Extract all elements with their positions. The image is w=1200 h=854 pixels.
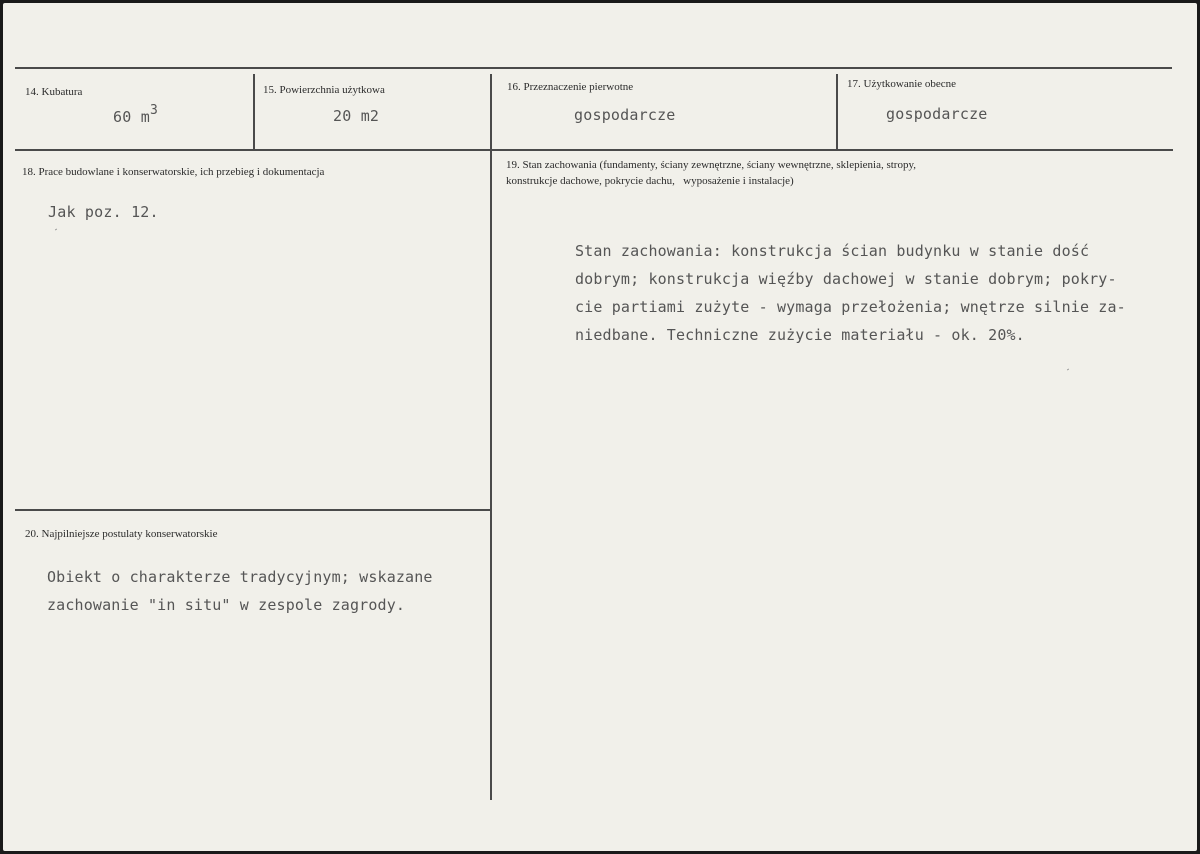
field-14-label: 14. Kubatura bbox=[25, 86, 83, 98]
field-19-value bbox=[575, 237, 1126, 349]
field-20-label: 20. Najpilniejsze postulaty konserwatorskie bbox=[25, 528, 218, 540]
left-column-divider-rule bbox=[15, 509, 490, 511]
field-18-value: Jak poz. 12. bbox=[48, 203, 159, 221]
col-divider-2 bbox=[490, 74, 492, 800]
field-14-exponent: 3 bbox=[149, 103, 158, 118]
field-16-label: 16. Przeznaczenie pierwotne bbox=[507, 81, 634, 93]
field-20-line-1: Obiekt o charakterze tradycyjnym; wskazane bbox=[47, 568, 433, 586]
field-15-label: 15. Powierzchnia użytkowa bbox=[263, 84, 385, 96]
top-rule bbox=[15, 67, 1172, 69]
field-15-value: 20 m2 bbox=[333, 107, 380, 125]
col-divider-3 bbox=[836, 74, 838, 149]
field-20-value bbox=[47, 563, 433, 619]
paper-speck bbox=[55, 229, 57, 231]
field-19-line-3: cie partiami zużyte - wymaga przełożenia; wnętrze silnie za- bbox=[575, 298, 1126, 316]
col-divider-1 bbox=[253, 74, 255, 149]
record-card bbox=[3, 3, 1197, 851]
field-19-label-line-1: 19. Stan zachowania (fundamenty, ściany zewnętrzne, ściany wewnętrzne, sklepienia, stropy, bbox=[506, 159, 917, 171]
field-19-label-line-2: konstrukcje dachowe, pokrycie dachu, wyposażenie i instalacje) bbox=[506, 175, 794, 187]
field-17-label: 17. Użytkowanie obecne bbox=[847, 78, 957, 90]
field-18-label: 18. Prace budowlane i konserwatorskie, ich przebieg i dokumentacja bbox=[22, 166, 325, 178]
field-19-line-1: Stan zachowania: konstrukcja ścian budynku w stanie dość bbox=[575, 242, 1090, 260]
paper-speck bbox=[1067, 369, 1069, 371]
field-19-line-4: niedbane. Techniczne zużycie materiału - ok. 20%. bbox=[575, 326, 1025, 344]
field-20-line-2: zachowanie "in situ" w zespole zagrody. bbox=[47, 596, 406, 614]
field-19-line-2: dobrym; konstrukcja więźby dachowej w stanie dobrym; pokry- bbox=[575, 270, 1117, 288]
field-14-number: 60 m bbox=[113, 108, 150, 126]
field-16-value: gospodarcze bbox=[574, 106, 676, 124]
field-14-value bbox=[113, 103, 158, 126]
row1-bottom-rule bbox=[15, 149, 1173, 151]
field-17-value: gospodarcze bbox=[886, 105, 988, 123]
